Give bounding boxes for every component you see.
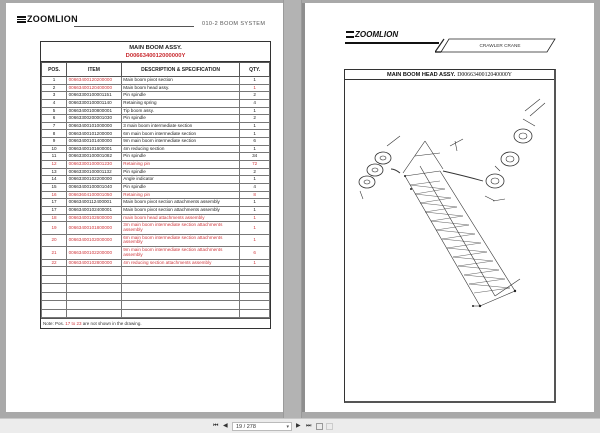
qty-cell: 1 [240,176,270,184]
empty-cell [240,267,270,276]
pos-cell: 9 [42,138,67,146]
qty-cell: 1 [240,145,270,153]
empty-cell [121,267,240,276]
qty-cell: 2 [240,168,270,176]
pos-cell: 17 [42,206,67,214]
pos-cell: 18 [42,214,67,222]
qty-cell: 1 [240,122,270,130]
zoomlion-logo [17,14,78,24]
parts-list [41,62,270,318]
page-number-input[interactable] [232,422,292,431]
desc-cell: Main boom pivot section attachments assembly [121,199,240,207]
two-page-view-icon[interactable] [326,423,333,430]
pos-cell: 1 [42,77,67,85]
table-row [42,206,270,214]
desc-cell: 6m main boom intermediate section attachments assembly [121,234,240,247]
empty-cell [67,301,122,310]
empty-cell [67,309,122,318]
logo-underline [345,42,439,44]
empty-cell [240,301,270,310]
item-cell: 00663400101200000 [67,130,122,138]
chevron-down-icon[interactable]: ▾ [286,424,289,430]
item-cell: 00663400102000000 [67,234,122,247]
pos-cell: 3 [42,92,67,100]
empty-cell [42,292,67,301]
empty-cell [42,309,67,318]
table-row [42,153,270,161]
table-row [42,77,270,85]
qty-cell: 6 [240,247,270,260]
table-row [42,183,270,191]
desc-cell: 4m reducing section attachments assembly [121,259,240,267]
table-row [42,99,270,107]
item-cell: 00663400100001040 [67,183,122,191]
item-cell: 00663300100001151 [67,92,122,100]
empty-cell [67,275,122,284]
item-cell: 00663400120200000 [67,77,122,85]
qty-cell: 1 [240,206,270,214]
item-cell: 00663400101400000 [67,138,122,146]
table-row [42,247,270,260]
desc-cell: 3 main boom intermediate section [121,122,240,130]
desc-cell: 4m reducing section [121,145,240,153]
empty-cell [121,309,240,318]
empty-cell [121,301,240,310]
table-row [42,84,270,92]
desc-cell: Retaining pin [121,161,240,169]
pos-cell: 21 [42,247,67,260]
empty-cell [240,275,270,284]
table-row [42,191,270,199]
empty-cell [42,267,67,276]
table-row [42,138,270,146]
qty-cell: 1 [240,77,270,85]
qty-cell: 4 [240,99,270,107]
item-cell: 00663300100001140 [67,99,122,107]
qty-cell: 6 [240,138,270,146]
pos-cell: 14 [42,176,67,184]
table-row [42,259,270,267]
next-page-button[interactable]: ▶ [296,423,301,429]
table-row [42,222,270,235]
pdf-toolbar [0,418,600,433]
empty-cell [121,284,240,293]
single-page-view-icon[interactable] [316,423,323,430]
empty-cell [42,284,67,293]
qty-cell: 1 [240,199,270,207]
pos-cell: 12 [42,161,67,169]
empty-cell [67,292,122,301]
desc-cell: Pin spindle [121,153,240,161]
empty-cell [42,301,67,310]
desc-cell: Tip boom assy. [121,107,240,115]
assembly-title: MAIN BOOM ASSY. [129,45,182,51]
pos-cell: 22 [42,259,67,267]
desc-cell: Pin spindle [121,115,240,123]
qty-cell: 2 [240,92,270,100]
table-row [42,145,270,153]
pos-cell: 6 [42,115,67,123]
desc-cell: 6m main boom intermediate section [121,130,240,138]
empty-row [42,275,270,284]
desc-cell: Pin spindle [121,92,240,100]
item-cell: 00663400101000000 [67,122,122,130]
table-row [42,130,270,138]
pos-cell: 15 [42,183,67,191]
brand-text: ZOOMLION [355,30,399,39]
brand-text: ZOOMLION [27,14,78,24]
empty-cell [121,275,240,284]
assembly-code: D0066340012000000Y [125,53,186,59]
empty-cell [240,292,270,301]
item-cell: 00663400102600000 [67,214,122,222]
pos-cell: 19 [42,222,67,235]
col-desc: DESCRIPTION & SPECIFICATION [121,63,240,77]
page-indicator: 19 / 278 [236,424,256,430]
item-cell: 00663400101800000 [67,222,122,235]
qty-cell: 1 [240,259,270,267]
col-item: ITEM [67,63,122,77]
empty-cell [42,275,67,284]
empty-cell [240,309,270,318]
pos-cell: 5 [42,107,67,115]
empty-cell [240,284,270,293]
brand-logo-text [346,30,398,39]
table-row [42,122,270,130]
table-note [41,318,270,328]
empty-cell [67,284,122,293]
pos-cell: 13 [42,168,67,176]
item-cell: 00663604100001050 [67,191,122,199]
parts-table [40,41,271,329]
qty-cell: 1 [240,214,270,222]
item-cell: 00663400112400001 [67,199,122,207]
item-cell: 00663400102200000 [67,247,122,260]
item-cell: 00663400100800001 [67,107,122,115]
pos-cell: 4 [42,99,67,107]
desc-cell: 9m main boom intermediate section [121,138,240,146]
empty-cell [121,292,240,301]
desc-cell: 9m main boom intermediate section attachments assembly [121,247,240,260]
desc-cell: Main boom head assy. [121,84,240,92]
item-cell: 00663300100001230 [67,161,122,169]
desc-cell: Pin spindle [121,168,240,176]
pos-cell: 10 [42,145,67,153]
pos-cell: 11 [42,153,67,161]
zoomlion-mark-icon [346,31,354,38]
qty-cell: 1 [240,107,270,115]
qty-cell: 4 [240,183,270,191]
qty-cell: 34 [240,153,270,161]
empty-row [42,301,270,310]
col-pos: POS. [42,63,67,77]
pos-cell: 16 [42,191,67,199]
zoomlion-logo-right [346,30,398,39]
qty-cell: 72 [240,161,270,169]
desc-cell: Main boom pivot section [121,77,240,85]
pos-cell: 8 [42,130,67,138]
exploded-view-drawing [345,81,555,402]
desc-cell: 3m main boom intermediate section attachments assembly [121,222,240,235]
qty-cell: 1 [240,222,270,235]
category-label: CRAWLER CRANE [479,43,521,48]
empty-row [42,292,270,301]
first-page-button[interactable]: ⏮ [213,423,219,429]
page-left [6,3,283,412]
table-row [42,107,270,115]
table-row [42,92,270,100]
desc-cell: Retaining spring [121,99,240,107]
empty-row [42,267,270,276]
desc-cell: main boom head attachments assembly [121,214,240,222]
table-row [42,115,270,123]
prev-page-button[interactable]: ◀ [223,423,228,429]
qty-cell: 1 [240,130,270,138]
qty-cell: 1 [240,84,270,92]
table-row [42,161,270,169]
empty-cell [67,267,122,276]
table-row [42,234,270,247]
pos-cell: 2 [42,84,67,92]
last-page-button[interactable]: ⏭ [306,423,312,429]
table-header [41,42,270,62]
drawing-frame [344,69,556,403]
page-gutter [283,0,302,418]
qty-cell: 1 [240,234,270,247]
item-cell: 00663400102400001 [67,206,122,214]
desc-cell: Main boom pivot section attachments assembly [121,206,240,214]
note-prefix: Note: Pos. [43,321,66,327]
note-suffix: are not shown in the drawing. [81,321,142,327]
item-cell: 00663400102800000 [67,259,122,267]
drawing-title [345,70,554,80]
qty-cell: 8 [240,191,270,199]
desc-cell: Pin spindle [121,183,240,191]
section-label: 010-2 BOOM SYSTEM [202,21,266,27]
table-row [42,214,270,222]
qty-cell: 2 [240,115,270,123]
header-rule [74,26,194,27]
drawing-title-text: MAIN BOOM HEAD ASSY. [387,72,456,78]
item-cell: 00663300102200000 [67,176,122,184]
table-row [42,176,270,184]
table-row [42,199,270,207]
item-cell: 00663300200001030 [67,115,122,123]
table-row [42,168,270,176]
drawing-code: D0066340012040000Y [457,72,512,78]
item-cell: 00663300100001082 [67,153,122,161]
item-cell: 00663300100001132 [67,168,122,176]
col-qty: QTY. [240,63,270,77]
empty-row [42,309,270,318]
pos-cell: 17 [42,199,67,207]
page-right [302,3,594,412]
desc-cell: Angle indicator [121,176,240,184]
note-range: 17 to 23 [65,321,82,327]
zoomlion-mark-icon [17,16,26,23]
pos-cell: 7 [42,122,67,130]
desc-cell: Retaining pin [121,191,240,199]
item-cell: 00663400101600001 [67,145,122,153]
empty-row [42,284,270,293]
pos-cell: 20 [42,234,67,247]
item-cell: 00663400120400000 [67,84,122,92]
